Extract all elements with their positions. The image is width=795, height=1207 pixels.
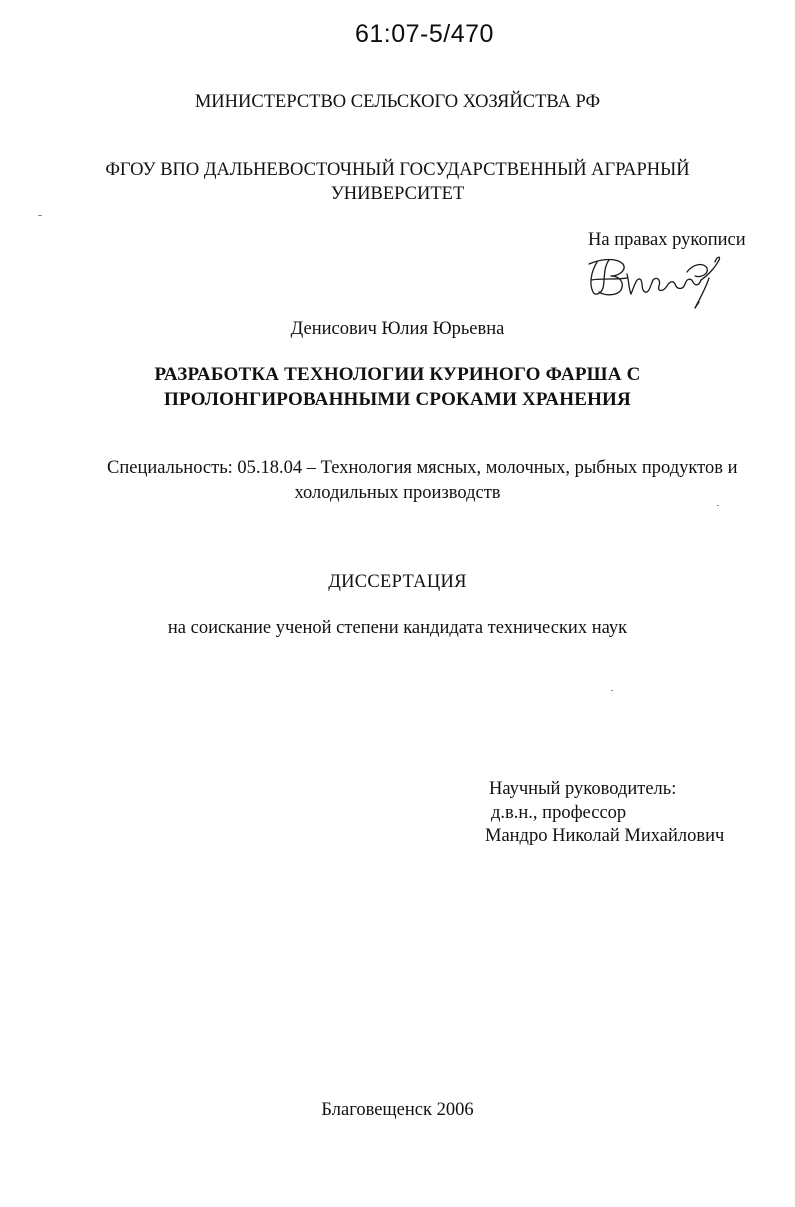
- specialty-line2: холодильных производств: [294, 483, 501, 503]
- supervisor-degree: д.в.н., профессор: [491, 803, 627, 823]
- scan-speck: [717, 505, 719, 506]
- university-name-line1: ФГОУ ВПО ДАЛЬНЕВОСТОЧНЫЙ ГОСУДАРСТВЕННЫЙ АГРАРНЫЙ: [105, 160, 690, 180]
- manuscript-rights-note: На правах рукописи: [588, 230, 746, 250]
- specialty-line1: Специальность: 05.18.04 – Технология мясных, молочных, рыбных продуктов и: [107, 458, 738, 478]
- scan-speck: [611, 690, 613, 691]
- city-year: Благовещенск 2006: [321, 1100, 474, 1120]
- signature-icon: [583, 250, 733, 312]
- work-type-heading: ДИССЕРТАЦИЯ: [328, 572, 467, 592]
- supervisor-label: Научный руководитель:: [489, 779, 677, 799]
- dissertation-title-line2: ПРОЛОНГИРОВАННЫМИ СРОКАМИ ХРАНЕНИЯ: [164, 389, 631, 410]
- scan-speck: [38, 215, 42, 216]
- dissertation-title-line1: РАЗРАБОТКА ТЕХНОЛОГИИ КУРИНОГО ФАРША С: [154, 364, 641, 385]
- university-name-line2: УНИВЕРСИТЕТ: [330, 184, 465, 204]
- supervisor-name: Мандро Николай Михайлович: [485, 826, 725, 846]
- degree-statement: на соискание ученой степени кандидата технических наук: [167, 618, 628, 638]
- ministry-name: МИНИСТЕРСТВО СЕЛЬСКОГО ХОЗЯЙСТВА РФ: [194, 92, 601, 112]
- author-name: Денисович Юлия Юрьевна: [290, 319, 505, 339]
- document-code: 61:07-5/470: [355, 20, 494, 48]
